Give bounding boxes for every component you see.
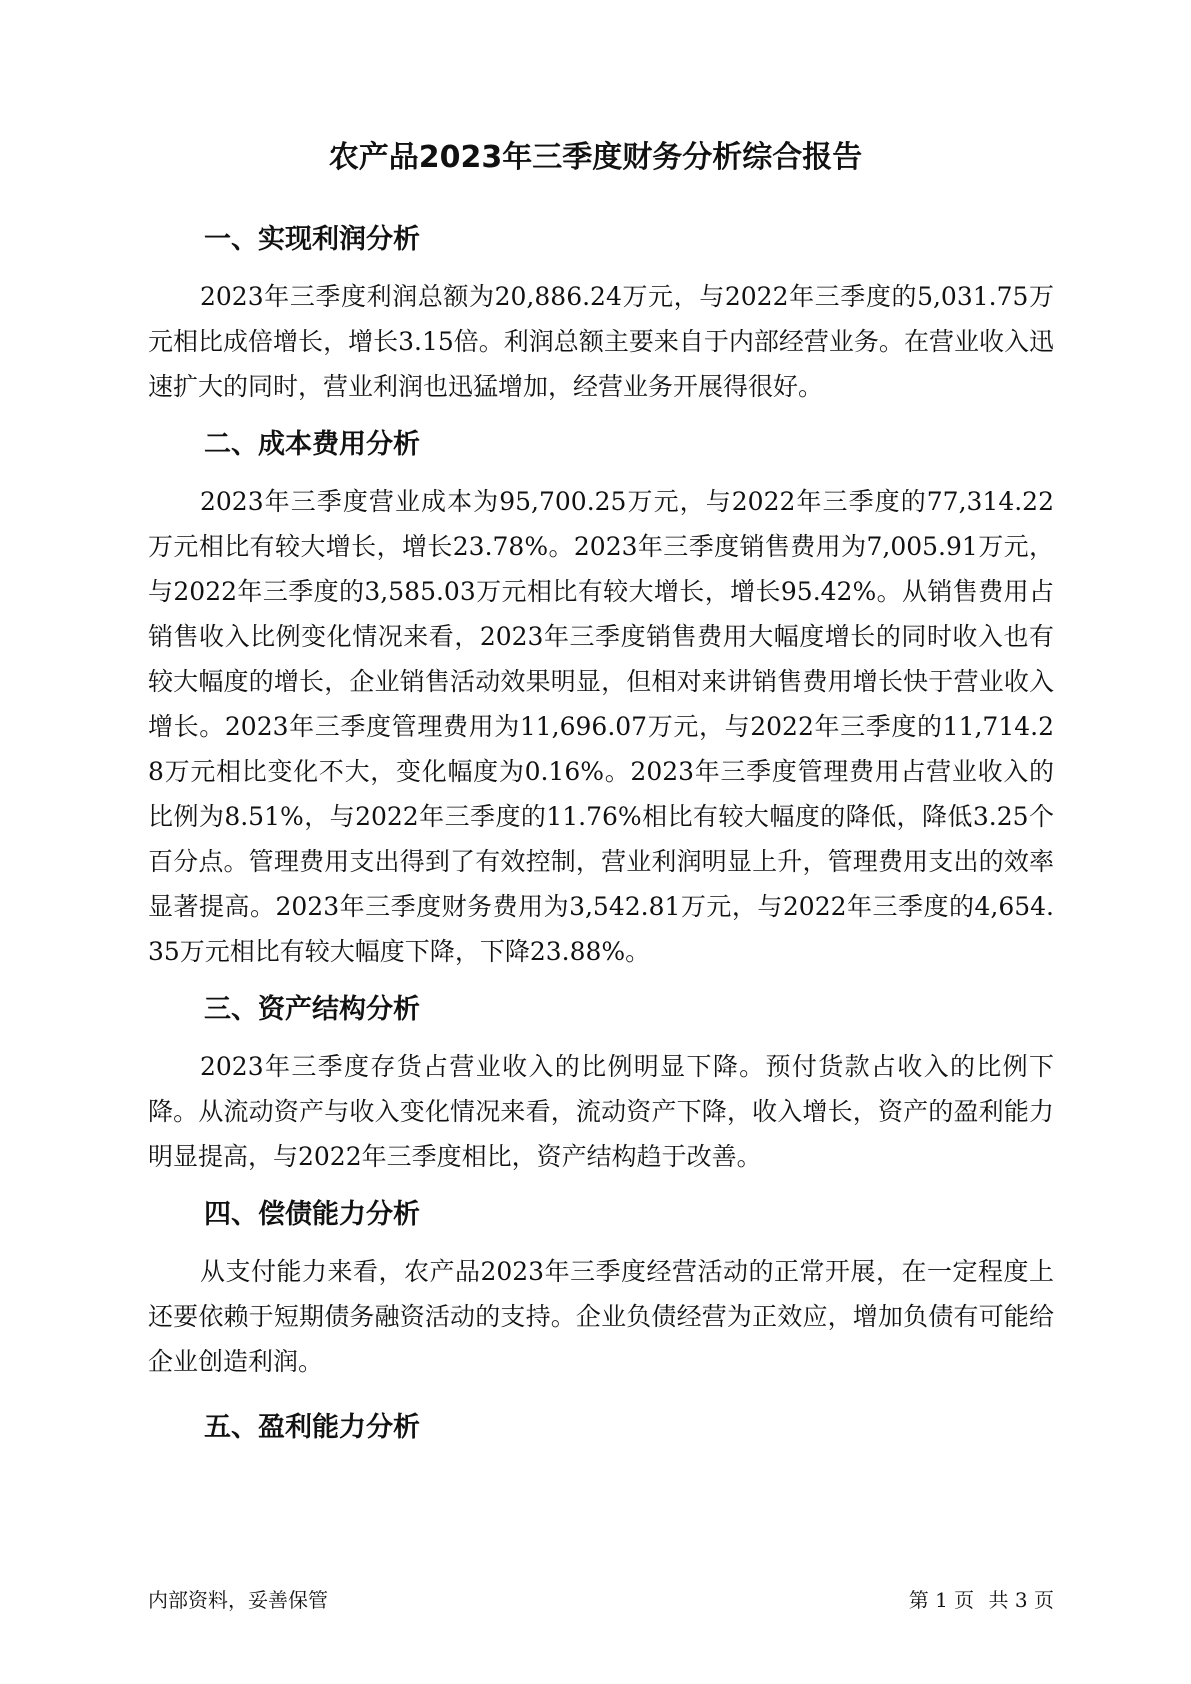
section-paragraph-solvency: 从支付能力来看，农产品2023年三季度经营活动的正常开展，在一定程度上还要依赖于短期债务融资活动的支持。企业负债经营为正效应，增加负债有可能给企业创造利润。 (148, 1257, 1054, 1376)
section-paragraph-profit: 2023年三季度利润总额为20,886.24万元，与2022年三季度的5,031.75万元相比成倍增长，增长3.15倍。利润总额主要来自于内部经营业务。在营业收入迅速扩大的同时，营业利润也迅猛增加，经营业务开展得很好。 (148, 282, 1054, 401)
section-heading-cost: 二、成本费用分析 (204, 429, 420, 460)
section-paragraph-asset-structure: 2023年三季度存货占营业收入的比例明显下降。预付货款占收入的比例下降。从流动资产与收入变化情况来看，流动资产下降，收入增长，资产的盈利能力明显提高，与2022年三季度相比，资产结构趋于改善。 (148, 1052, 1054, 1171)
section-heading-solvency: 四、偿债能力分析 (204, 1199, 420, 1230)
document-body (148, 218, 1054, 1462)
footer-page-number: 第 1 页 (908, 1588, 975, 1612)
section-heading-profit: 一、实现利润分析 (204, 224, 420, 255)
page-footer (148, 1585, 1054, 1615)
footer-confidential-note: 内部资料，妥善保管 (148, 1588, 328, 1612)
section-paragraph-cost: 2023年三季度营业成本为95,700.25万元，与2022年三季度的77,314.22万元相比有较大增长，增长23.78%。2023年三季度销售费用为7,005.91万元，与2022年三季度的3,585.03万元相比有较大增长，增长95.42%。从销售费用占销售收入比例变化情况来看，2023年三季度销售费用大幅度增长的同时收入也有较大幅度的增长，企业销售活动效果明显，但相对来讲销售费用增长快于营业收入增长。2023年三季度管理费用为11,696.07万元，与2022年三季度的11,714.28万元相比变化不大，变化幅度为0.16%。2023年三季度管理费用占营业收入的比例为8.51%，与2022年三季度的11.76%相比有较大幅度的降低，降低3.25个百分点。管理费用支出得到了有效控制，营业利润明显上升，管理费用支出的效率显著提高。2023年三季度财务费用为3,542.81万元，与2022年三季度的4,654.35万元相比有较大幅度下降，下降23.88%。 (148, 487, 1054, 966)
footer-pagination (909, 1585, 1054, 1615)
section-heading-asset-structure: 三、资产结构分析 (204, 994, 420, 1025)
footer-total-pages: 共 3 页 (988, 1588, 1054, 1612)
section-heading-profitability: 五、盈利能力分析 (204, 1412, 420, 1443)
document-title: 农产品2023年三季度财务分析综合报告 (328, 140, 863, 175)
